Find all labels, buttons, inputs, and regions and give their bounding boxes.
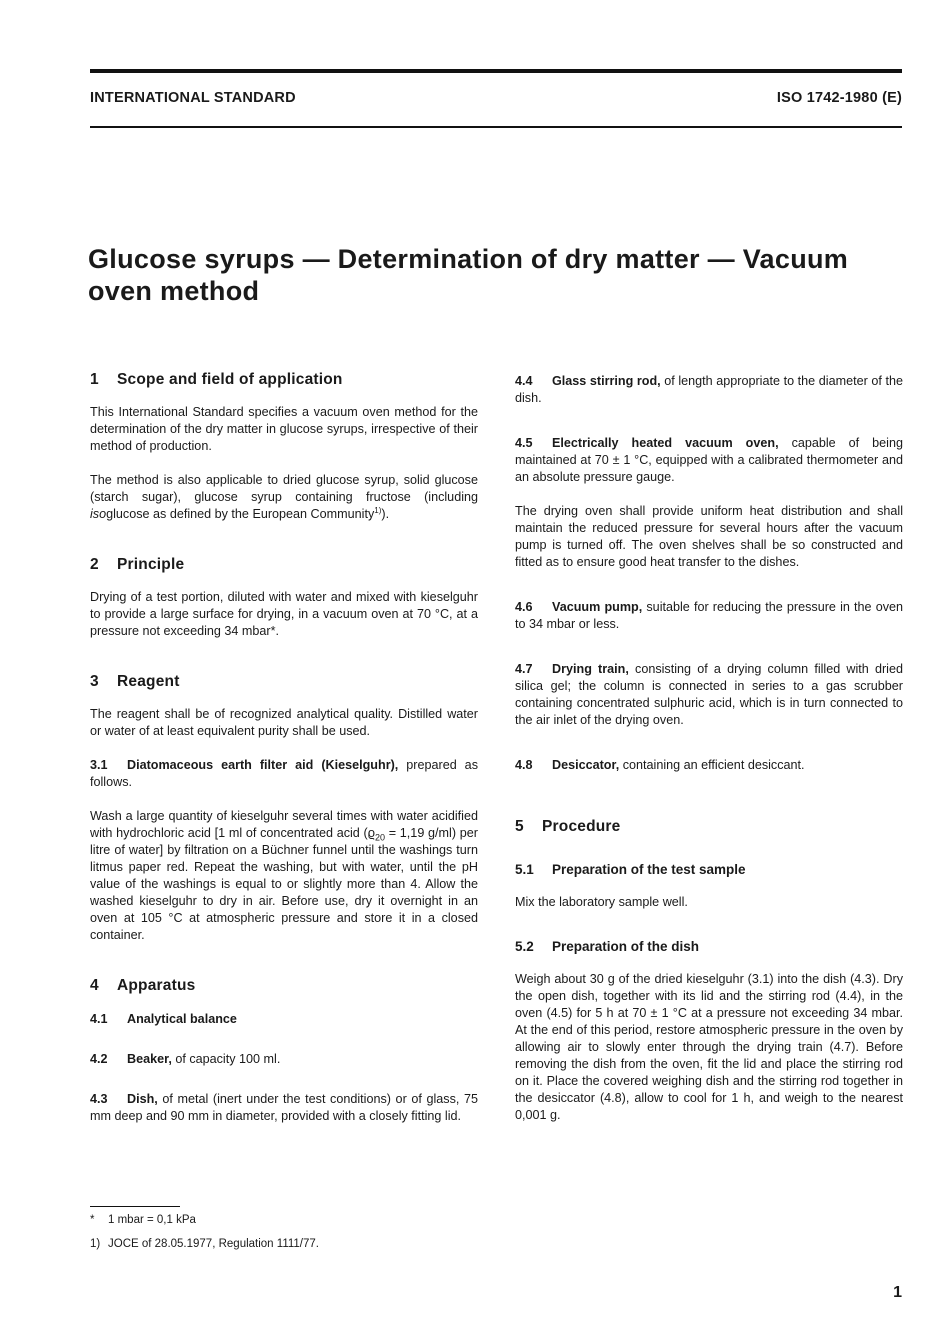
text-run: ). xyxy=(381,507,390,521)
item-4-8 xyxy=(515,757,903,774)
item-number: 4.8 xyxy=(515,758,533,772)
subsection-3-1 xyxy=(90,757,478,791)
section-1-paragraph-1: This International Standard specifies a vacuum oven method for the determination of the dry matter in glucose syrups, irrespective of their method of production. xyxy=(90,405,478,453)
section-5-heading xyxy=(515,818,903,835)
item-4-3 xyxy=(90,1091,478,1125)
item-lead-text: Analytical balance xyxy=(127,1012,237,1026)
item-lead xyxy=(515,758,619,772)
item-lead xyxy=(515,374,661,388)
header-standard-label: INTERNATIONAL STANDARD xyxy=(90,90,296,106)
footnote-ref: 1) xyxy=(374,505,382,515)
footnote-text: JOCE of 28.05.1977, Regulation 1111/77. xyxy=(108,1238,319,1250)
header-bottom-rule xyxy=(90,126,902,128)
header-standard-number: ISO 1742-1980 (E) xyxy=(776,90,902,106)
section-2-heading xyxy=(90,556,478,573)
text-run: The method is also applicable to dried glucose syrup, solid glucose (starch sugar), glucose syrup containing fructose (including xyxy=(90,473,478,504)
document-title: Glucose syrups — Determination of dry matter — Vacuum oven method xyxy=(88,244,849,306)
item-4-4 xyxy=(515,373,903,407)
text-run: of length appropriate to the diameter of the dish. xyxy=(515,374,903,405)
section-1-paragraph-2 xyxy=(90,472,478,523)
section-title: Principle xyxy=(117,556,185,573)
item-4-1 xyxy=(90,1011,478,1028)
item-4-5 xyxy=(515,435,903,486)
section-3-heading xyxy=(90,673,478,690)
section-title: Reagent xyxy=(117,673,180,690)
item-lead-text: Beaker, xyxy=(127,1052,172,1066)
item-lead xyxy=(515,600,642,614)
density-symbol: $ϱ_{20}$ xyxy=(367,826,385,843)
subsection-5-1-heading xyxy=(515,861,903,878)
footnote-mark: * xyxy=(90,1214,95,1226)
left-column xyxy=(90,368,478,1125)
section-4-heading xyxy=(90,977,478,994)
section-number: 2 xyxy=(90,556,99,573)
item-lead-text: Vacuum pump, xyxy=(552,600,643,614)
text-run: of metal (inert under the test conditions) or of glass, 75 mm deep and 90 mm in diameter, provided with a closely fitting lid. xyxy=(90,1092,478,1123)
text-run: capable of being maintained at 70 ± 1 °C, equipped with a calibrated thermometer and an absolute pressure gauge. xyxy=(515,436,903,484)
item-4-5-paragraph: The drying oven shall provide uniform heat distribution and shall maintain the reduced pressure for several hours after the vacuum pump is turned off. The oven shelves shall be so constructed and fitted as to ensure good heat transfer to the dishes. xyxy=(515,504,903,569)
item-lead-text: Electrically heated vacuum oven, xyxy=(552,436,779,450)
subsection-5-2-paragraph: Weigh about 30 g of the dried kieselguhr (3.1) into the dish (4.3). Dry the open dish, together with its lid and the stirring rod (4.4), in the oven (4.5) for 5 h at 70 ± 1 °C at a pressure not exceeding 34 mbar. At the end of this period, restore atmospheric pressure in the oven by allowing air to slowly enter through the drying train (4.7). Before removing the dish from the oven, fit the lid and place the stirring rod on it. Place the covered weighing dish and the stirring rod together in the desiccator (4.8), allow to cool for 1 h, and weigh to the nearest 0,001 g. xyxy=(515,972,903,1122)
section-title: Procedure xyxy=(542,818,621,835)
item-4-7 xyxy=(515,661,903,729)
subsection-3-1-paragraph xyxy=(90,808,478,944)
subsection-lead xyxy=(90,758,398,772)
item-number: 4.4 xyxy=(515,374,533,388)
section-title: Apparatus xyxy=(117,977,196,994)
text-run: consisting of a drying column filled with dried silica gel; the column is connected in series to a gas scrubber containing concentrated sulphuric acid, which is in turn connected to the air inlet of the drying oven. xyxy=(515,662,903,727)
footnote-1 xyxy=(90,1214,196,1226)
item-number: 4.6 xyxy=(515,600,533,614)
section-number: 5 xyxy=(515,818,524,835)
item-number: 4.1 xyxy=(90,1012,108,1026)
density-subscript: 20 xyxy=(374,832,385,843)
section-2-paragraph: Drying of a test portion, diluted with water and mixed with kieselguhr to provide a large surface for drying, in a vacuum oven at 70 °C, at a pressure not exceeding 34 mbar*. xyxy=(90,590,478,638)
item-number: 4.5 xyxy=(515,436,533,450)
item-4-2 xyxy=(90,1051,478,1068)
subsection-title: Preparation of the test sample xyxy=(552,862,746,877)
text-run: = 1,19 g/ml) per litre of water] by filtration on a Büchner funnel until the washings turn litmus paper red. Repeat the washing, but with water, until the pH value of the washings is equal to or slightly more than 4. Allow the washed kieselguhr to dry in air. Before use, dry it overnight in an oven at 105 °C at atmospheric pressure and store it in a closed container. xyxy=(90,826,478,942)
right-column xyxy=(515,373,903,1124)
item-number: 4.3 xyxy=(90,1092,108,1106)
subsection-5-2-heading xyxy=(515,938,903,955)
item-lead xyxy=(90,1052,172,1066)
text-run: containing an efficient desiccant. xyxy=(619,758,805,772)
section-title: Scope and field of application xyxy=(117,371,343,388)
footnote-rule xyxy=(90,1206,180,1207)
italic-run: iso xyxy=(90,507,107,521)
section-3-paragraph: The reagent shall be of recognized analytical quality. Distilled water or water of at least equivalent purity shall be used. xyxy=(90,707,478,738)
item-number: 4.7 xyxy=(515,662,533,676)
subsection-number: 3.1 xyxy=(90,758,108,772)
item-lead xyxy=(515,662,629,676)
footnote-text: 1 mbar = 0,1 kPa xyxy=(108,1214,196,1226)
item-lead xyxy=(90,1092,158,1106)
text-run: prepared as follows. xyxy=(90,758,478,789)
text-run: glucose as defined by the European Community xyxy=(106,507,375,521)
subsection-5-1-paragraph: Mix the laboratory sample well. xyxy=(515,895,688,909)
text-run: suitable for reducing the pressure in the oven to 34 mbar or less. xyxy=(515,600,903,631)
item-4-6 xyxy=(515,599,903,633)
text-run: Wash a large quantity of kieselguhr several times with water acidified with hydrochloric acid [1 ml of concentrated acid ( xyxy=(90,809,478,840)
header-top-rule xyxy=(90,69,902,73)
item-lead-text: Desiccator, xyxy=(552,758,620,772)
section-number: 3 xyxy=(90,673,99,690)
subsection-number: 5.1 xyxy=(515,862,534,877)
footnote-mark: 1) xyxy=(90,1238,101,1250)
section-1-heading xyxy=(90,371,478,388)
footnote-2 xyxy=(90,1238,319,1250)
page-number: 1 xyxy=(893,1284,902,1301)
item-number: 4.2 xyxy=(90,1052,108,1066)
item-lead xyxy=(515,436,779,450)
subsection-number: 5.2 xyxy=(515,939,534,954)
subsection-lead-text: Diatomaceous earth filter aid (Kieselguhr), xyxy=(127,758,399,772)
text-run: of capacity 100 ml. xyxy=(171,1052,281,1066)
item-lead xyxy=(90,1012,237,1026)
section-number: 4 xyxy=(90,977,99,994)
section-number: 1 xyxy=(90,371,99,388)
subsection-title: Preparation of the dish xyxy=(552,939,700,954)
item-lead-text: Drying train, xyxy=(552,662,629,676)
item-lead-text: Glass stirring rod, xyxy=(552,374,661,388)
item-lead-text: Dish, xyxy=(127,1092,158,1106)
